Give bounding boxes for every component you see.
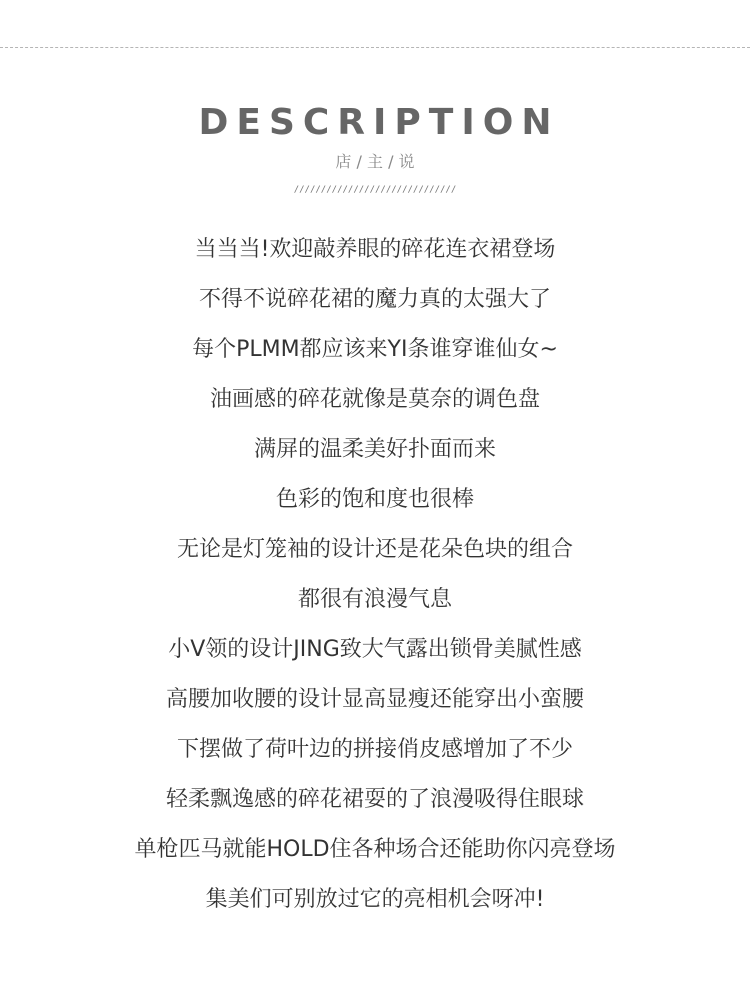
- description-text: [0, 230, 750, 930]
- section-title: DESCRIPTION: [198, 102, 560, 143]
- description-line: 不得不说碎花裙的魔力真的太强大了: [198, 287, 551, 312]
- description-line: 高腰加收腰的设计显高显瘦还能穿出小蛮腰: [165, 687, 584, 712]
- description-line: 小V领的设计JING致大气露出锁骨美腻性感: [168, 637, 582, 662]
- section-subtitle: 店 / 主 / 说: [335, 152, 415, 171]
- description-line: 下摆做了荷叶边的拼接俏皮感增加了不少: [176, 737, 573, 762]
- decorative-slash-rule: //////////////////////////////: [293, 185, 457, 195]
- description-line: 轻柔飘逸感的碎花裙耍的了浪漫吸得住眼球: [165, 787, 584, 812]
- description-line: 满屏的温柔美好扑面而来: [253, 437, 496, 462]
- description-line: 每个PLMM都应该来YI条谁穿谁仙女~: [192, 337, 558, 362]
- description-line: 集美们可别放过它的亮相机会呀冲!: [205, 887, 545, 912]
- description-line: 都很有浪漫气息: [297, 587, 452, 612]
- description-line: 色彩的饱和度也很棒: [275, 487, 474, 512]
- description-line: 当当当!欢迎敲养眼的碎花连衣裙登场: [194, 237, 556, 262]
- top-dashed-divider: [0, 47, 750, 48]
- description-line: 单枪匹马就能HOLD住各种场合还能助你闪亮登场: [134, 837, 616, 862]
- description-line: 无论是灯笼袖的设计还是花朵色块的组合: [176, 537, 573, 562]
- description-line: 油画感的碎花就像是莫奈的调色盘: [209, 387, 540, 412]
